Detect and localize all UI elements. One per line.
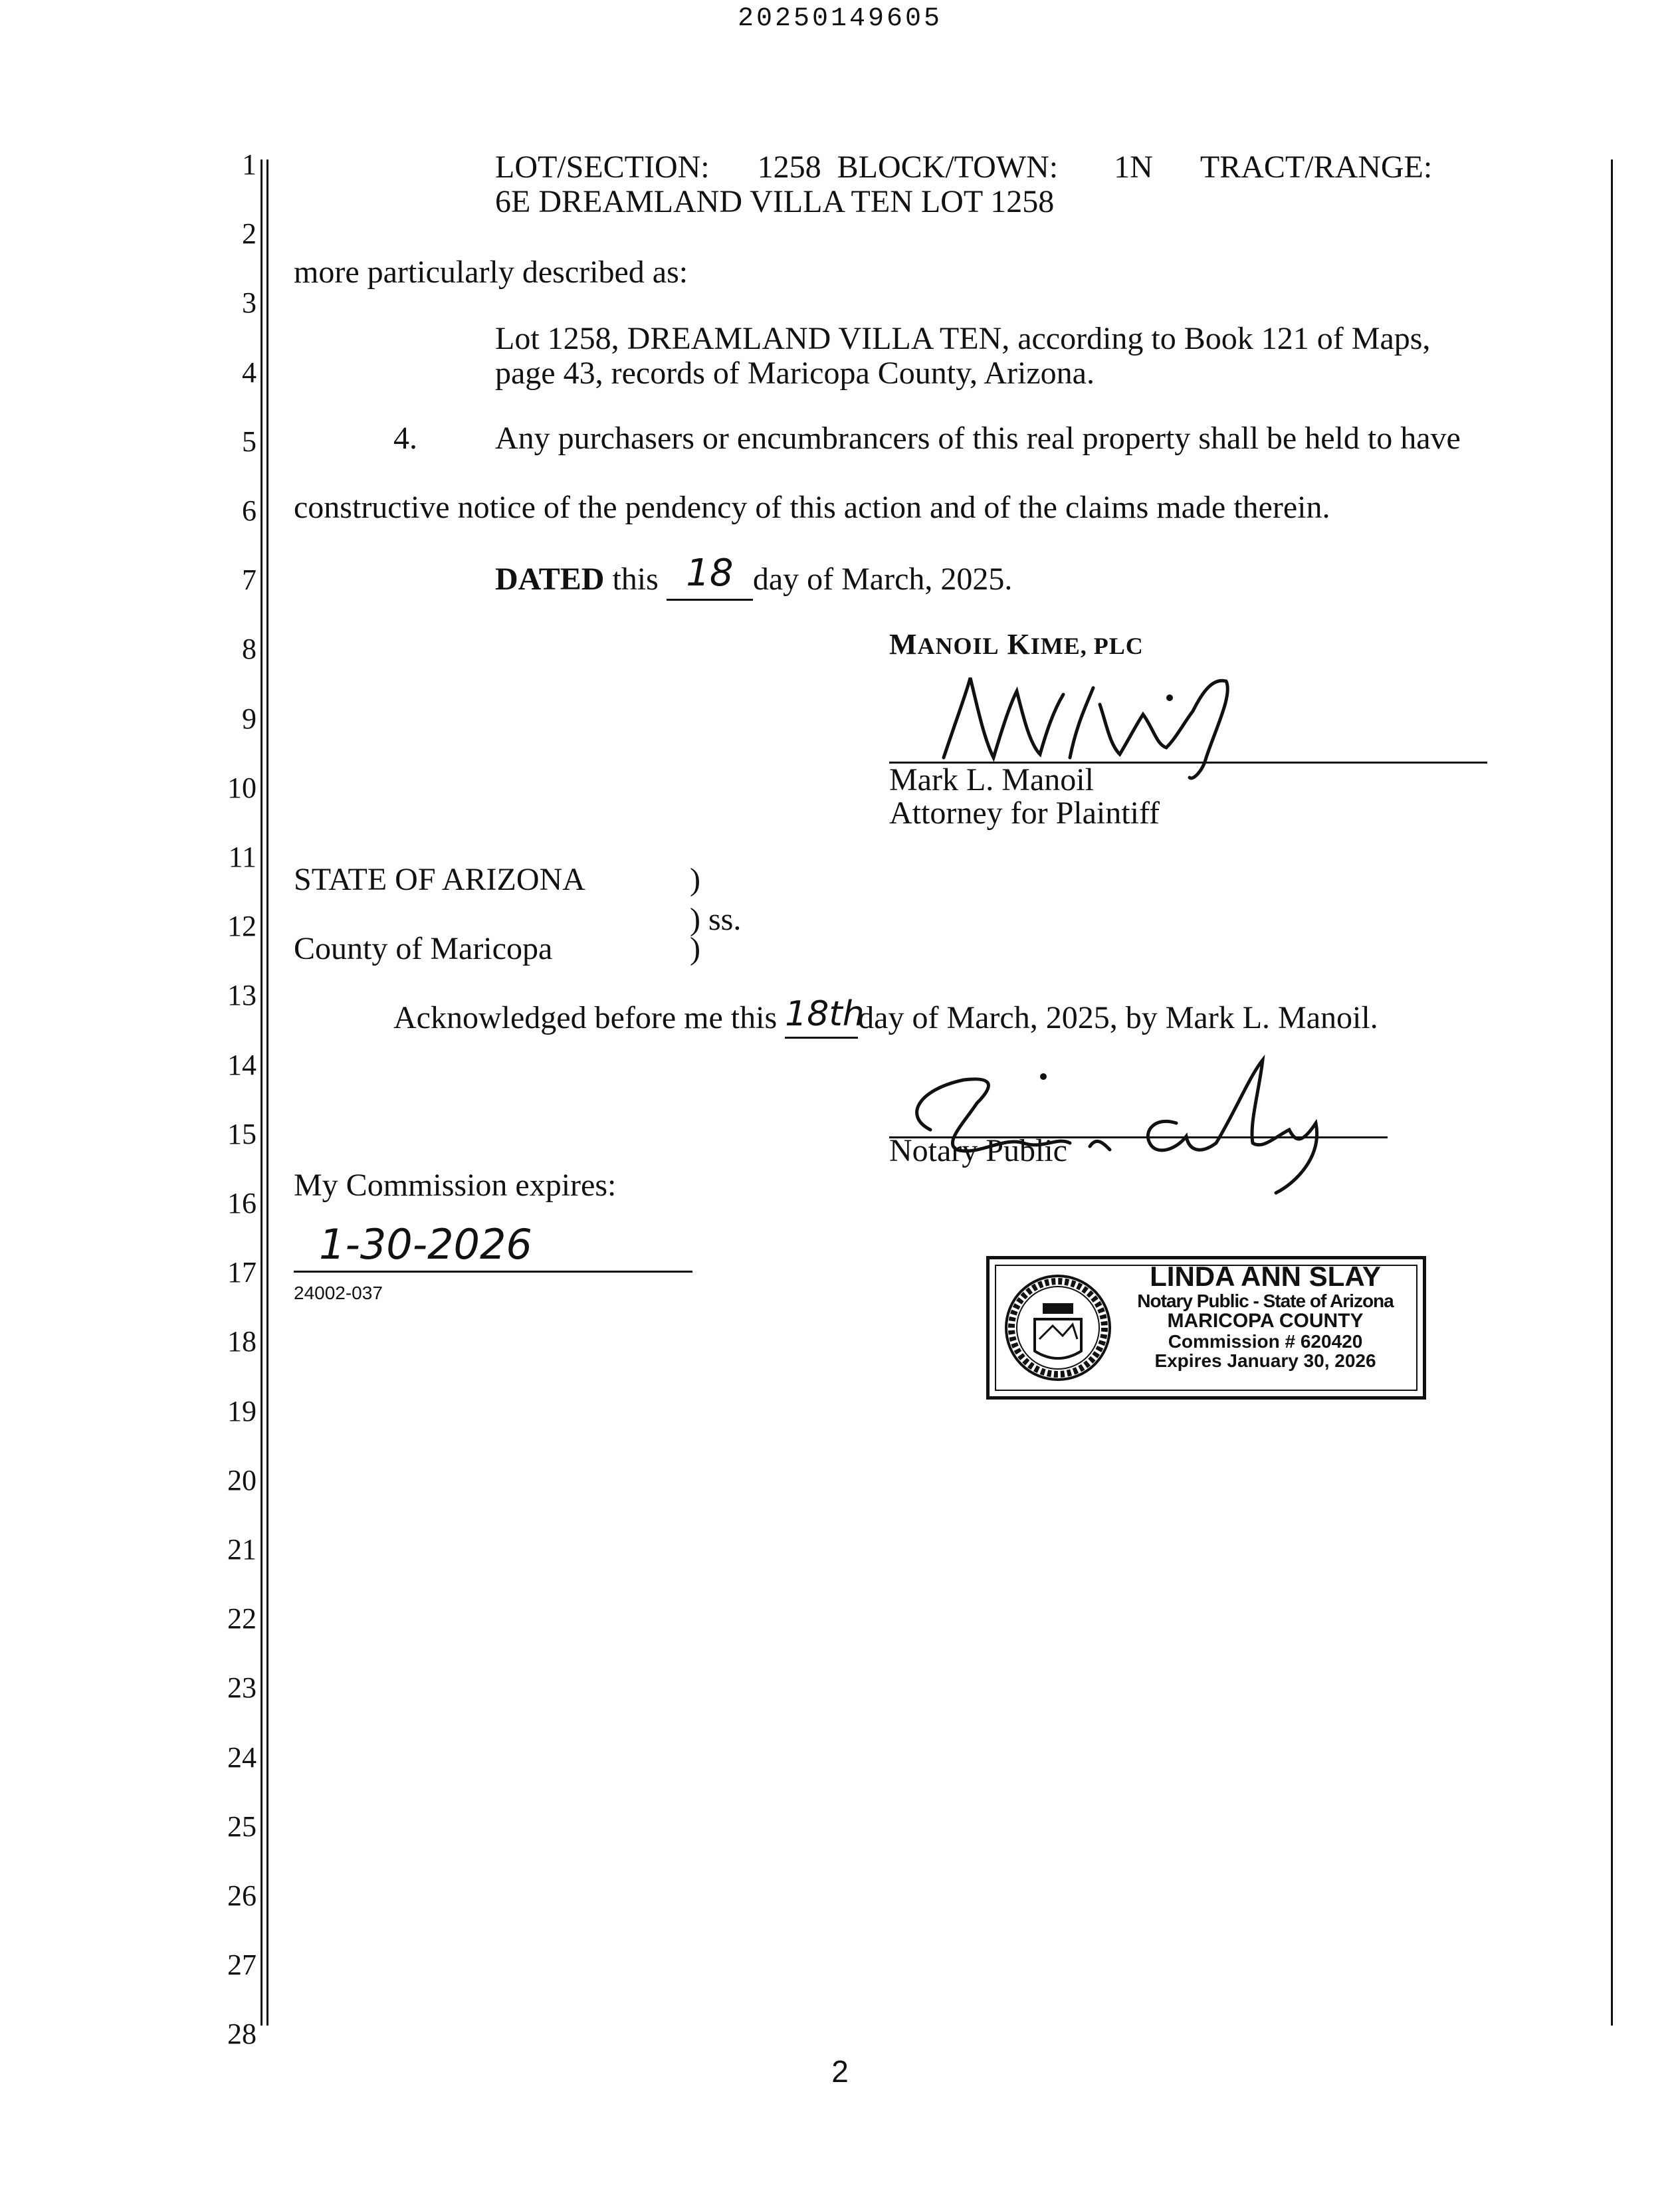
- dated-day-blank: [667, 552, 753, 601]
- line-number: 8: [242, 633, 257, 666]
- line-number: 6: [242, 494, 257, 527]
- ack-after: day of March, 2025, by Mark L. Manoil.: [858, 1000, 1378, 1035]
- notary-label: Notary Public: [889, 1133, 1067, 1168]
- dated-day-handwritten: 18: [686, 552, 734, 595]
- signer-title: Attorney for Plaintiff: [889, 795, 1160, 831]
- line-number: 15: [227, 1117, 257, 1150]
- line-number: 27: [227, 1948, 257, 1982]
- lot-description-line-1: Lot 1258, DREAMLAND VILLA TEN, according to Book 121 of Maps,: [495, 321, 1431, 356]
- legal-tract-line: 6E DREAMLAND VILLA TEN LOT 1258: [495, 184, 1055, 219]
- line-number: 26: [227, 1879, 257, 1912]
- dated-this: this: [612, 562, 659, 597]
- line-number: 13: [227, 979, 257, 1012]
- stamp-text-block: [1122, 1262, 1408, 1371]
- ack-day-handwritten: 18th: [785, 994, 865, 1034]
- line-number: 23: [227, 1671, 257, 1705]
- dated-line: [495, 552, 1013, 601]
- line-number: 16: [227, 1187, 257, 1219]
- notary-stamp: [986, 1256, 1426, 1400]
- line-number: 17: [227, 1256, 257, 1289]
- state-seal-icon: [1003, 1273, 1113, 1383]
- line-number: 21: [227, 1533, 257, 1566]
- line-number: 14: [227, 1048, 257, 1081]
- line-number: 1: [242, 148, 257, 181]
- stamp-notary-name: LINDA ANN SLAY: [1150, 1261, 1381, 1292]
- dated-label: DATED: [495, 562, 605, 597]
- line-number: 2: [242, 217, 257, 251]
- line-number: 3: [242, 286, 257, 320]
- line-number: 7: [242, 564, 257, 597]
- paragraph-4-line-2: constructive notice of the pendency of this action and of the claims made therein.: [294, 490, 1330, 525]
- commission-date-handwritten: 1-30-2026: [319, 1220, 532, 1269]
- line-number: 11: [228, 841, 257, 873]
- signer-name: Mark L. Manoil: [889, 762, 1094, 797]
- line-number: 18: [227, 1325, 257, 1358]
- notary-signature: [891, 1043, 1369, 1196]
- described-as-text: more particularly described as:: [294, 255, 688, 290]
- commission-label: My Commission expires:: [294, 1168, 617, 1203]
- stamp-county: MARICOPA COUNTY: [1167, 1310, 1364, 1332]
- venue-ss: ) ss.: [690, 902, 742, 937]
- stamp-commission-number: Commission # 620420: [1168, 1330, 1363, 1352]
- line-number: 19: [227, 1394, 257, 1427]
- stamp-title: Notary Public - State of Arizona: [1137, 1291, 1394, 1312]
- stamp-expiration: Expires January 30, 2026: [1154, 1350, 1376, 1372]
- paragraph-number: 4.: [393, 421, 417, 456]
- left-margin-rule-inner: [266, 159, 268, 2026]
- venue-county: County of Maricopa: [294, 931, 553, 966]
- line-number: 12: [227, 910, 257, 943]
- paragraph-4-line-1: Any purchasers or encumbrancers of this real property shall be held to have: [495, 421, 1461, 456]
- line-number: 24: [227, 1740, 257, 1774]
- ack-before: Acknowledged before me this: [393, 1000, 778, 1035]
- line-number: 4: [242, 356, 257, 389]
- firm-name: MANOIL KIME, PLC: [889, 628, 1144, 661]
- line-number: 20: [227, 1463, 257, 1497]
- file-reference: 24002-037: [294, 1283, 383, 1303]
- line-number: 9: [242, 702, 257, 735]
- line-number: 28: [227, 2018, 257, 2051]
- ack-day-blank: [785, 994, 865, 1039]
- line-number: 10: [227, 771, 257, 804]
- line-number: 22: [227, 1602, 257, 1635]
- venue-state: STATE OF ARIZONA: [294, 862, 585, 897]
- line-number: 5: [242, 425, 257, 458]
- acknowledgment-line: [393, 994, 1378, 1039]
- commission-date-line: [294, 1271, 692, 1273]
- page-number: 2: [831, 2054, 849, 2089]
- venue-paren-1: ): [690, 862, 700, 897]
- dated-rest: day of March, 2025.: [752, 562, 1013, 597]
- right-margin-rule: [1611, 159, 1613, 2026]
- left-margin-rule-outer: [261, 159, 262, 2026]
- legal-lot-section-line: LOT/SECTION: 1258 BLOCK/TOWN: 1N TRACT/RANGE:: [495, 150, 1433, 185]
- recording-number: 20250149605: [737, 4, 943, 34]
- lot-description-line-2: page 43, records of Maricopa County, Arizona.: [495, 356, 1095, 391]
- venue-paren-3: ): [690, 931, 700, 966]
- line-number: 25: [227, 1810, 257, 1843]
